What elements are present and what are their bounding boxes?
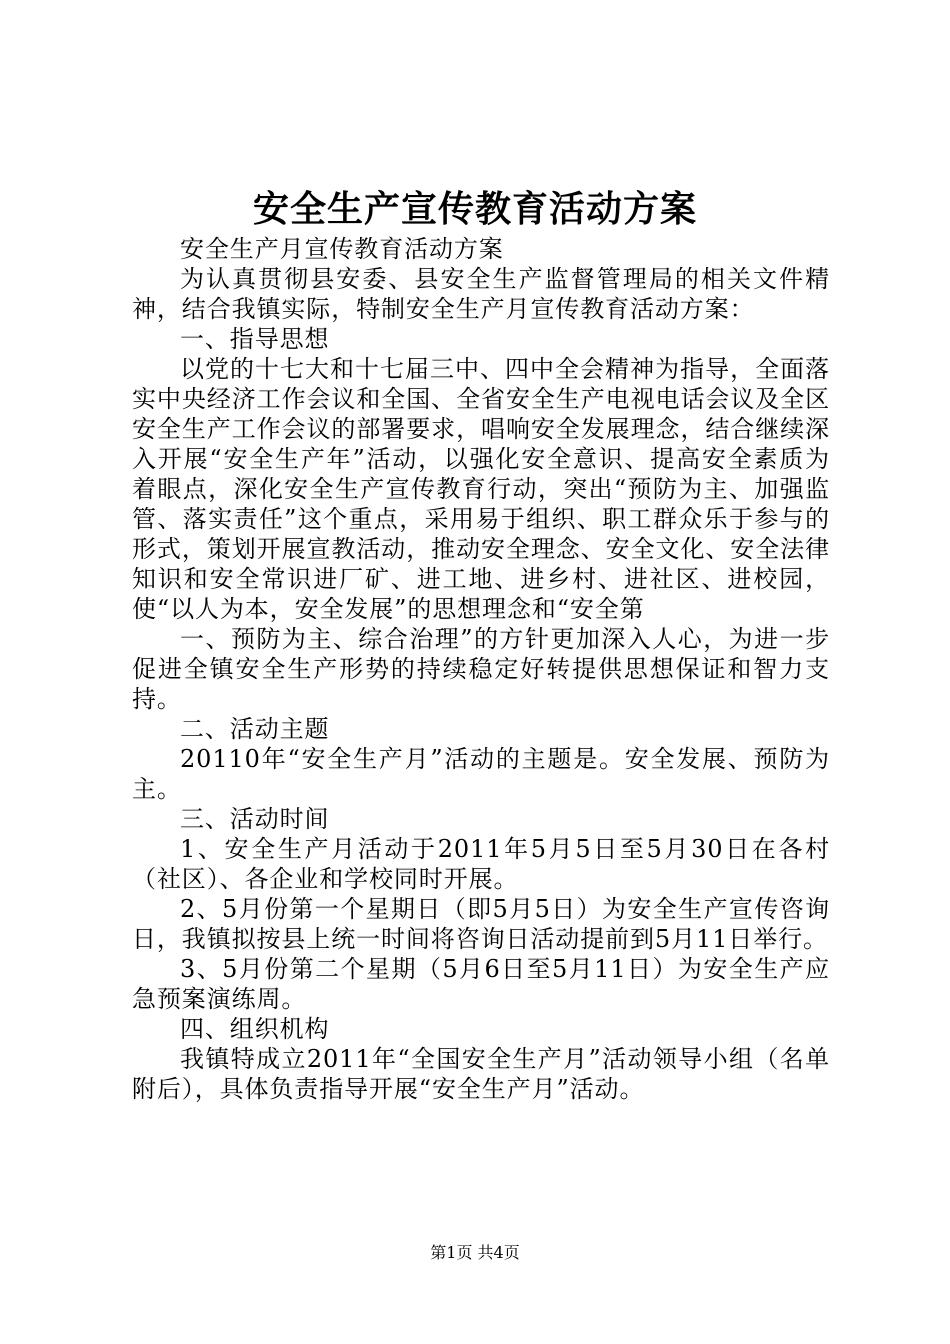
paragraph-activity-time-1: 1、安全生产月活动于2011年5月5日至5月30日在各村（社区）、各企业和学校同时开展。 [132, 835, 830, 893]
paragraph-organization: 我镇特成立2011年“全国安全生产月”活动领导小组（名单附后），具体负责指导开展“安全生产月”活动。 [132, 1045, 830, 1103]
heading-activity-time: 三、活动时间 [180, 805, 330, 833]
heading-organization: 四、组织机构 [180, 1015, 330, 1043]
paragraph-guiding-ideology: 以党的十七大和十七届三中、四中全会精神为指导，全面落实中央经济工作会议和全国、全省安全生产电视电话会议及全区安全生产工作会议的部署要求，唱响安全发展理念，结合继续深入开展“安全生产年”活动，以强化安全意识、提高安全素质为着眼点，深化安全生产宣传教育行动，突出“预防为主、加强监管、落实责任”这个重点，采用易于组织、职工群众乐于参与的形式，策划开展宣教活动，推动安全理念、安全文化、安全法律知识和安全常识进厂矿、进工地、进乡村、进社区、进校园，使“以人为本，安全发展”的思想理念和“安全第 [132, 355, 830, 623]
document-title: 安全生产宣传教育活动方案 [252, 188, 697, 230]
paragraph-intro: 为认真贯彻县安委、县安全生产监督管理局的相关文件精神，结合我镇实际，特制安全生产月宣传教育活动方案： [132, 265, 830, 323]
paragraph-activity-theme: 20110年“安全生产月”活动的主题是。安全发展、预防为主。 [132, 745, 830, 803]
heading-activity-theme: 二、活动主题 [180, 715, 330, 743]
paragraph-guiding-ideology-continued: 一、预防为主、综合治理”的方针更加深入人心，为进一步促进全镇安全生产形势的持续稳定好转提供思想保证和智力支持。 [132, 625, 830, 713]
paragraph-activity-time-2: 2、5月份第一个星期日（即5月5日）为安全生产宣传咨询日，我镇拟按县上统一时间将咨询日活动提前到5月11日举行。 [132, 895, 830, 953]
paragraph-activity-time-3: 3、5月份第二个星期（5月6日至5月11日）为安全生产应急预案演练周。 [132, 955, 830, 1013]
heading-guiding-ideology: 一、指导思想 [180, 325, 330, 353]
paragraph-subtitle: 安全生产月宣传教育活动方案 [180, 235, 504, 263]
page-footer: 第1页 共4页 [430, 1243, 520, 1262]
document-body [132, 234, 830, 1104]
